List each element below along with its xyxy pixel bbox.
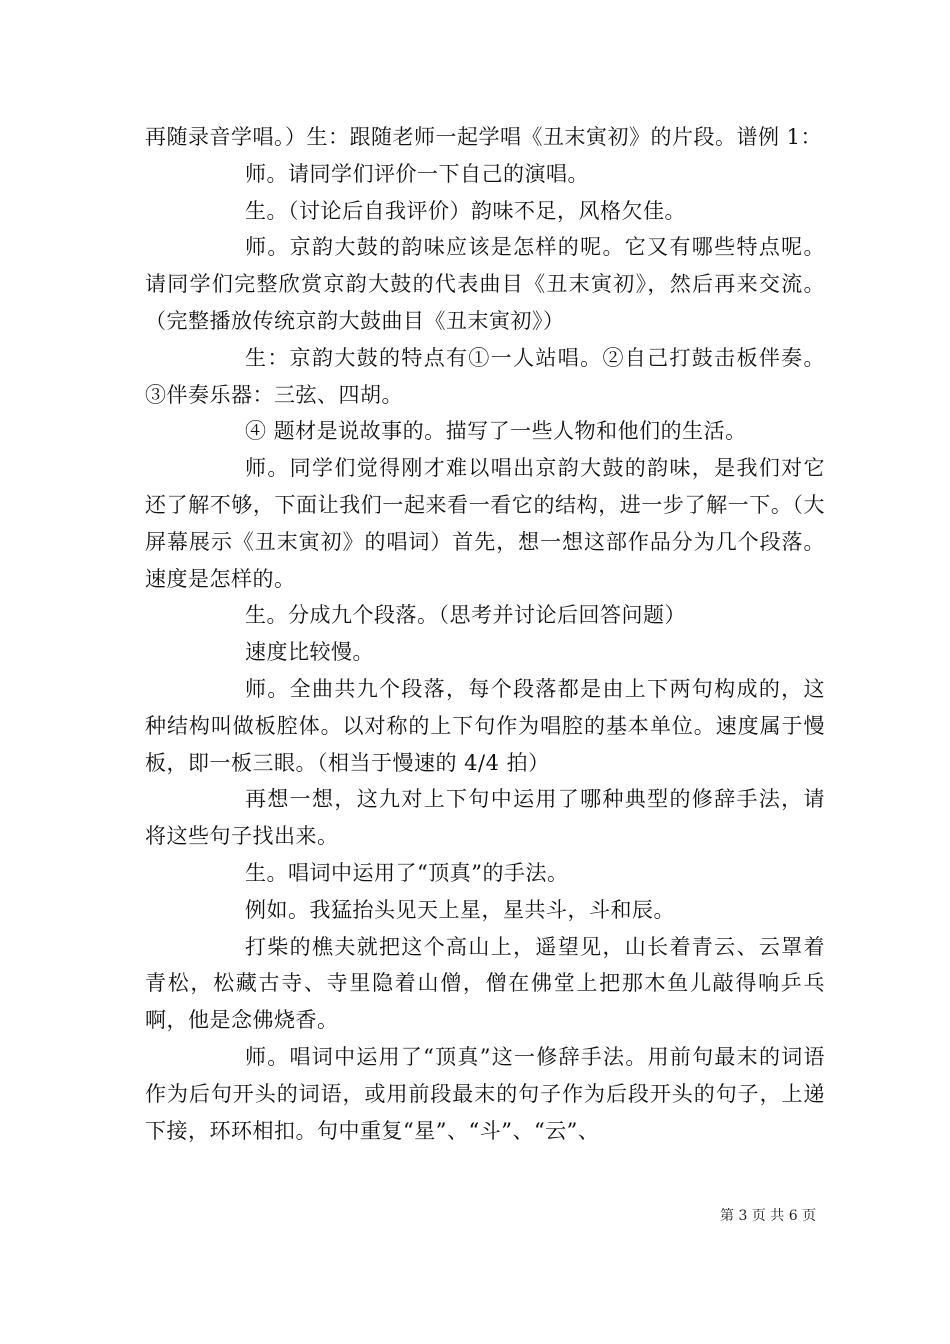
paragraph-6: ④ 题材是说故事的。描写了一些人物和他们的生活。 [245,419,747,444]
paragraph-9: 速度比较慢。 [245,640,374,665]
paragraph-7: 师。同学们觉得刚才难以唱出京韵大鼓的韵味，是我们对它还了解不够，下面让我们一起来看一看它的结构，进一步了解一下。（大屏幕展示《丑末寅初》的唱词）首先，想一想这部作品分为几个段落。速度是怎样的。 [145,456,825,591]
paragraph-13: 例如。我猛抬头见天上星，星共斗，斗和辰。 [245,897,675,922]
paragraph-2: 师。请同学们评价一下自己的演唱。 [245,161,589,186]
paragraph-4: 师。京韵大鼓的韵味应该是怎样的呢。它又有哪些特点呢。请同学们完整欣赏京韵大鼓的代表曲目《丑末寅初》，然后再来交流。（完整播放传统京韵大鼓曲目《丑末寅初》） [145,235,825,333]
paragraph-14: 打柴的樵夫就把这个高山上，遥望见，山长着青云、云罩着青松，松藏古寺、寺里隐着山僧，僧在佛堂上把那木鱼儿敲得响乒乓啊，他是念佛烧香。 [145,934,825,1033]
paragraph-12: 生。唱词中运用了“顶真”的手法。 [245,860,569,885]
page-number-footer: 第 3 页 共 6 页 [720,1208,817,1224]
document-body [145,119,825,1149]
paragraph-8: 生。分成九个段落。（思考并讨论后回答问题） [245,603,686,628]
paragraph-10: 师。全曲共九个段落，每个段落都是由上下两句构成的，这种结构叫做板腔体。以对称的上下句作为唱腔的基本单位。速度属于慢板，即一板三眼。（相当于慢速的 4/4 拍） [145,676,825,775]
paragraph-3: 生。（讨论后自我评价）韵味不足，风格欠佳。 [245,198,686,223]
paragraph-15: 师。唱词中运用了“顶真”这一修辞手法。用前句最末的词语作为后句开头的词语，或用前段最末的句子作为后段开头的句子，上递下接，环环相扣。句中重复“星”、“斗”、“云”、 [145,1044,825,1143]
paragraph-5: 生：京韵大鼓的特点有①一人站唱。②自己打鼓击板伴奏。③伴奏乐器：三弦、四胡。 [145,345,825,407]
paragraph-11: 再想一想，这九对上下句中运用了哪种典型的修辞手法，请将这些句子找出来。 [145,787,825,849]
paragraph-1: 再随录音学唱。）生：跟随老师一起学唱《丑末寅初》的片段。谱例 1： [145,125,823,149]
